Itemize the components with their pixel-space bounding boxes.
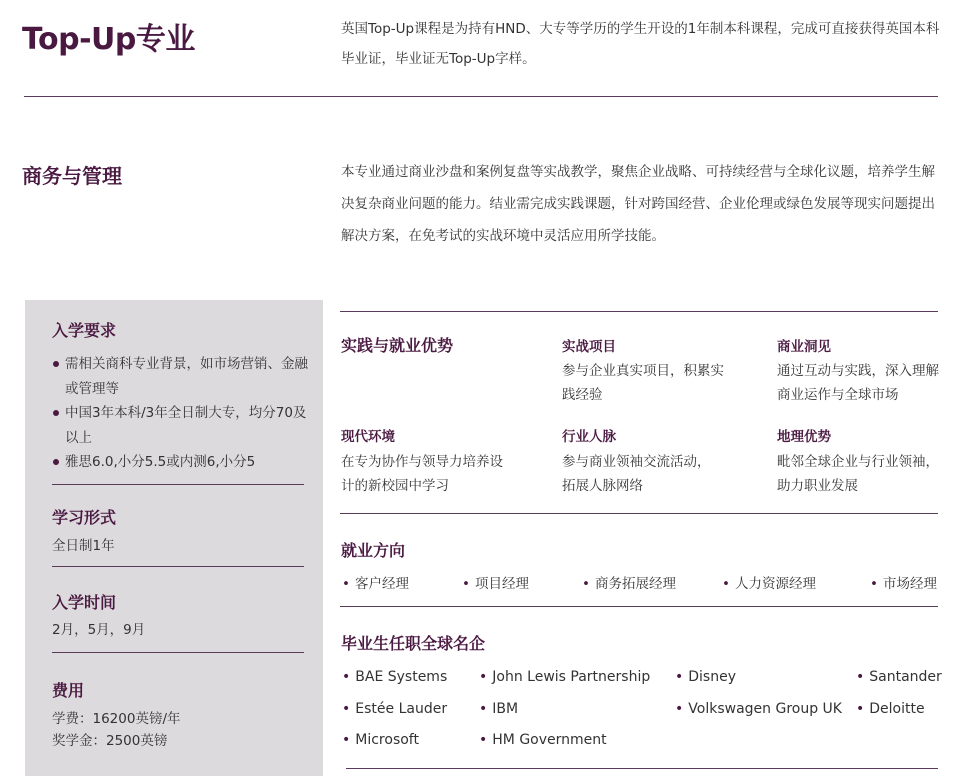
alumni-company: • Volkswagen Group UK bbox=[675, 701, 842, 717]
section-description: 本专业通过商业沙盘和案例复盘等实战教学，聚焦企业战略、可持续经营与全球化议题，培养学生解决复杂商业问题的能力。结业需完成实践课题，针对跨国经营、企业伦理或绿色发展等现实问题提出解决方案，在免考试的实战环境中灵活应用所学技能。 bbox=[341, 164, 935, 244]
intro-text: 英国Top-Up课程是为持有HND、大专等学历的学生开设的1年制本科课程，完成可直接获得英国本科毕业证，毕业证无Top-Up字样。 bbox=[341, 21, 940, 67]
alumni-company: • John Lewis Partnership bbox=[479, 669, 650, 685]
header-divider bbox=[24, 96, 938, 97]
alumni-company: • Disney bbox=[675, 669, 736, 685]
alumni-company: • Deloitte bbox=[856, 701, 925, 717]
requirements-heading: 入学要求 bbox=[52, 321, 117, 340]
career-item: • 客户经理 bbox=[342, 572, 409, 592]
requirement-item: 中国3年本科/3年全日制大专，均分70及以上 bbox=[52, 401, 312, 450]
alumni-company: • BAE Systems bbox=[342, 669, 447, 685]
sidebar-divider bbox=[52, 566, 304, 567]
info-sidebar bbox=[25, 300, 323, 776]
advantages-heading: 实践与就业优势 bbox=[341, 336, 454, 355]
alumni-company: • Microsoft bbox=[342, 732, 419, 748]
requirements-list bbox=[52, 352, 312, 475]
requirement-item: 雅思6.0,小分5.5或内测6,小分5 bbox=[52, 450, 312, 475]
advantage-text: 参与企业真实项目，积累实践经验 bbox=[562, 363, 724, 403]
sidebar-divider bbox=[52, 652, 304, 653]
career-item: • 市场经理 bbox=[870, 572, 937, 592]
sidebar-divider bbox=[52, 484, 304, 485]
alumni-company: • IBM bbox=[479, 701, 518, 717]
page-title: Top-Up专业 bbox=[22, 22, 195, 57]
advantage-text: 在专为协作与领导力培养设计的新校园中学习 bbox=[341, 454, 503, 494]
advantages-top-divider bbox=[340, 311, 938, 312]
intake-value: 2月，5月，9月 bbox=[52, 622, 146, 638]
alumni-company: • Estée Lauder bbox=[342, 701, 447, 717]
advantages-bottom-divider bbox=[340, 513, 938, 514]
advantage-title: 地理优势 bbox=[777, 429, 831, 445]
careers-divider bbox=[340, 606, 938, 607]
advantage-title: 实战项目 bbox=[562, 339, 616, 355]
scholarship-value: 奖学金：2500英镑 bbox=[52, 733, 168, 749]
career-item: • 商务拓展经理 bbox=[582, 572, 676, 592]
careers-heading: 就业方向 bbox=[341, 541, 406, 560]
fees-heading: 费用 bbox=[52, 681, 85, 700]
advantage-text: 毗邻全球企业与行业领袖，助力职业发展 bbox=[777, 454, 939, 494]
career-item: • 人力资源经理 bbox=[722, 572, 816, 592]
intake-heading: 入学时间 bbox=[52, 593, 117, 612]
alumni-divider bbox=[346, 768, 938, 769]
advantage-text: 参与商业领袖交流活动，拓展人脉网络 bbox=[562, 454, 711, 494]
career-item: • 项目经理 bbox=[462, 572, 529, 592]
requirement-item: 需相关商科专业背景，如市场营销、金融或管理等 bbox=[52, 352, 312, 401]
study-mode-heading: 学习形式 bbox=[52, 508, 117, 527]
section-title: 商务与管理 bbox=[22, 164, 122, 188]
advantage-text: 通过互动与实践，深入理解商业运作与全球市场 bbox=[777, 363, 939, 403]
alumni-heading: 毕业生任职全球名企 bbox=[341, 634, 486, 653]
advantage-title: 现代环境 bbox=[341, 429, 395, 445]
advantage-title: 行业人脉 bbox=[562, 429, 616, 445]
alumni-company: • Santander bbox=[856, 669, 942, 685]
alumni-company: • HM Government bbox=[479, 732, 607, 748]
study-mode-value: 全日制1年 bbox=[52, 538, 115, 554]
advantage-title: 商业洞见 bbox=[777, 339, 831, 355]
tuition-value: 学费：16200英镑/年 bbox=[52, 711, 181, 727]
